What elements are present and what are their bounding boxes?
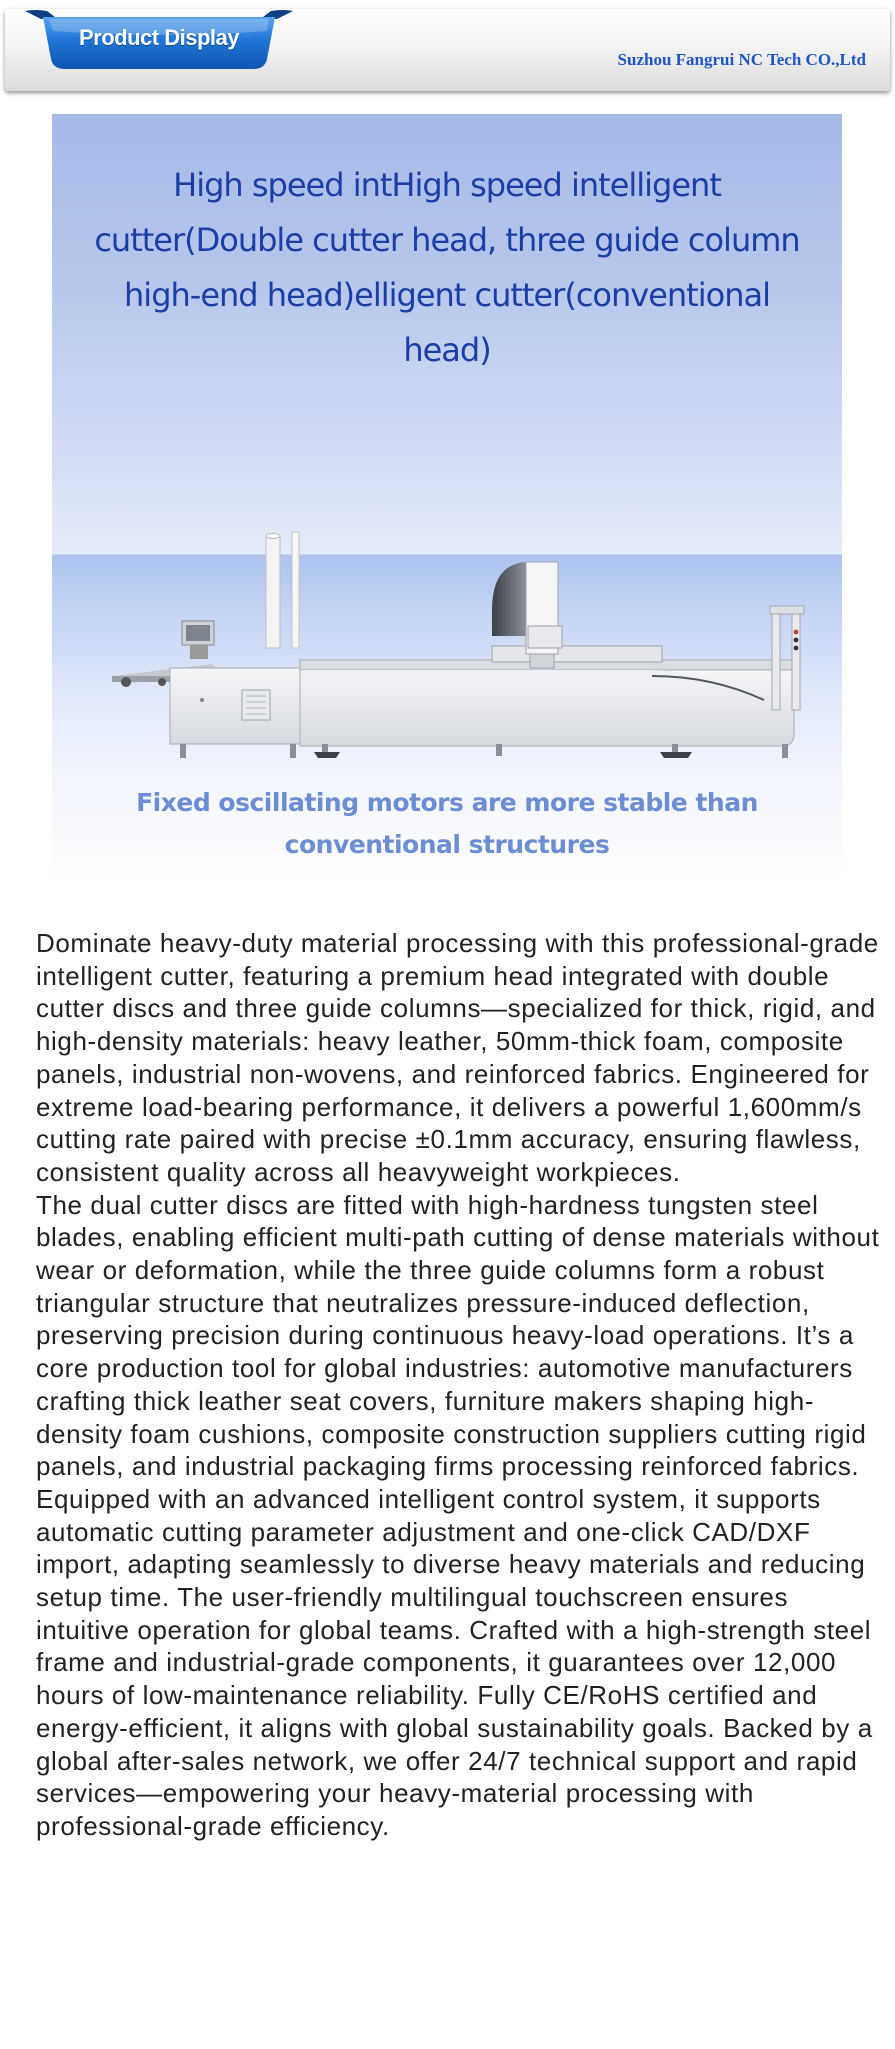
description-paragraph-2: The dual cutter discs are fitted with high-hardness tungsten steel blades, enabling efficient multi-path cutting of dense materials without wear or deformation, while the three guide columns form a robust triangular structure that neutralizes pressure-induced deflection, preserving precision during continuous heavy-load operations. It’s a core production tool for global industries: automotive manufacturers crafting thick leather seat covers, furniture makers shaping high-density foam cushions, composite construction suppliers cutting rigid panels, and industrial packaging firms processing reinforced fabrics. [36, 1189, 880, 1482]
product-description [36, 927, 886, 1843]
product-display-tab [25, 9, 293, 73]
description-paragraph-1: Dominate heavy-duty material processing with this professional-grade intelligent cutter, featuring a premium head integrated with double cutter discs and three guide columns—specialized for thick, rigid, and high-density materials: heavy leather, 50mm-thick foam, composite panels, industrial non-wovens, and reinforced fabrics. Engineered for extreme load-bearing performance, it delivers a powerful 1,600mm/s cutting rate paired with precise ±0.1mm accuracy, ensuring flawless, consistent quality across all heavyweight workpieces. [36, 928, 879, 1187]
description-paragraph-3: Equipped with an advanced intelligent control system, it supports automatic cutting parameter adjustment and one-click CAD/DXF import, adapting seamlessly to diverse heavy materials and reducing setup time. The user-friendly multilingual touchscreen ensures intuitive operation for global teams. Crafted with a high-strength steel frame and industrial-grade components, it guarantees over 12,000 hours of low-maintenance reliability. Fully CE/RoHS certified and energy-efficient, it aligns with global sustainability goals. Backed by a global after-sales network, we offer 24/7 technical support and rapid services—empowering your heavy-material processing with professional-grade efficiency. [36, 1483, 873, 1841]
product-image-panel [52, 114, 842, 914]
tab-label: Product Display [79, 25, 239, 50]
cutter-machine-illustration [52, 414, 842, 774]
header-banner [5, 9, 890, 91]
product-subline: Fixed oscillating motors are more stable than conventional structures [136, 788, 758, 859]
product-headline: High speed intHigh speed intelligent cutter(Double cutter head, three guide column high-end head)elligent cutter(conventional head) [94, 166, 800, 369]
company-name: Suzhou Fangrui NC Tech CO.,Ltd [617, 50, 866, 69]
